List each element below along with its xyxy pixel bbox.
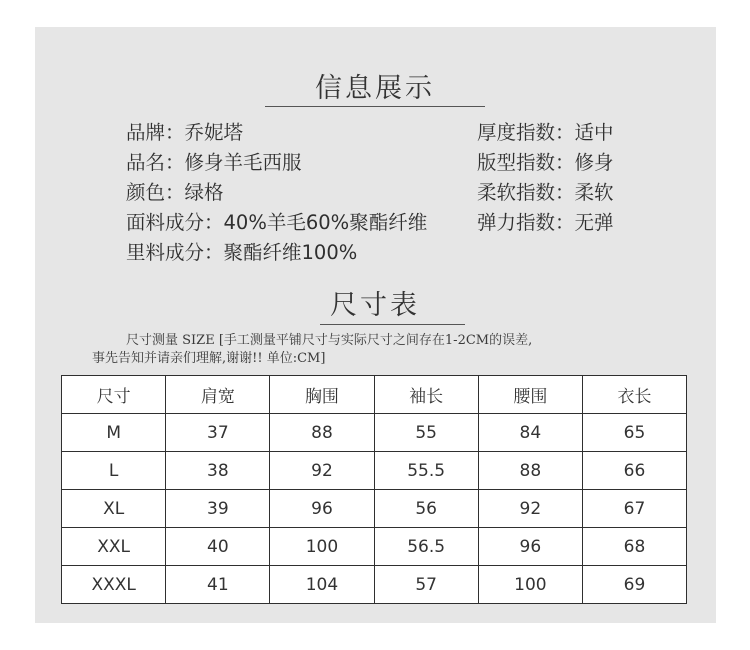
table-row (62, 452, 687, 490)
attribute-label: 里料成分： (126, 241, 224, 264)
measurement-note (92, 332, 702, 368)
attribute-label: 品名： (126, 151, 185, 174)
table-header-cell: 尺寸 (62, 376, 166, 414)
left-attribute-list (126, 118, 427, 268)
table-header-cell: 胸围 (270, 376, 374, 414)
table-row (62, 414, 687, 452)
attribute-brand (126, 118, 427, 148)
attribute-label: 颜色： (126, 181, 185, 204)
right-attribute-list (477, 118, 614, 238)
table-cell: 92 (270, 452, 374, 490)
size-table (61, 375, 687, 604)
table-header-cell: 衣长 (582, 376, 686, 414)
size-heading-underline (320, 324, 465, 325)
table-cell: XL (62, 490, 166, 528)
table-row (62, 528, 687, 566)
table-cell: 55 (374, 414, 478, 452)
attribute-value: 乔妮塔 (184, 121, 244, 144)
attribute-elasticity (477, 208, 614, 238)
table-cell: 96 (478, 528, 582, 566)
measurement-note-line: 事先告知并请亲们理解,谢谢!! 单位:CM] (92, 351, 326, 366)
table-cell: 88 (270, 414, 374, 452)
attribute-label: 品牌： (126, 121, 185, 144)
measurement-note-line: 尺寸测量 SIZE [手工测量平铺尺寸与实际尺寸之间存在1-2CM的误差, (126, 333, 533, 348)
table-cell: 100 (478, 566, 582, 604)
table-cell: 100 (270, 528, 374, 566)
table-header-cell: 腰围 (478, 376, 582, 414)
table-row (62, 566, 687, 604)
attribute-value: 绿格 (184, 181, 224, 204)
attribute-label: 面料成分： (126, 211, 224, 234)
table-cell: 88 (478, 452, 582, 490)
attribute-product-name (126, 148, 427, 178)
table-cell: 55.5 (374, 452, 478, 490)
table-cell: 56 (374, 490, 478, 528)
attribute-value: 柔软 (574, 181, 614, 204)
info-heading-underline (265, 106, 485, 107)
attribute-fit (477, 148, 614, 178)
table-cell: 40 (166, 528, 270, 566)
table-cell: L (62, 452, 166, 490)
table-cell: 37 (166, 414, 270, 452)
table-cell: XXL (62, 528, 166, 566)
table-header-cell: 肩宽 (166, 376, 270, 414)
attribute-fabric (126, 208, 427, 238)
table-cell: 38 (166, 452, 270, 490)
table-cell: 92 (478, 490, 582, 528)
size-heading: 尺寸表 (330, 290, 420, 321)
table-cell: 65 (582, 414, 686, 452)
attribute-value: 无弹 (574, 211, 614, 234)
table-cell: 57 (374, 566, 478, 604)
table-cell: 67 (582, 490, 686, 528)
table-cell: 39 (166, 490, 270, 528)
table-cell: 68 (582, 528, 686, 566)
attribute-value: 修身 (574, 151, 614, 174)
attribute-label: 弹力指数： (477, 211, 575, 234)
table-row (62, 490, 687, 528)
table-cell: 84 (478, 414, 582, 452)
info-heading: 信息展示 (315, 73, 435, 104)
table-cell: 41 (166, 566, 270, 604)
table-header-cell: 袖长 (374, 376, 478, 414)
attribute-softness (477, 178, 614, 208)
table-header-row (62, 376, 687, 414)
attribute-value: 修身羊毛西服 (184, 151, 302, 174)
table-cell: 104 (270, 566, 374, 604)
table-cell: XXXL (62, 566, 166, 604)
attribute-label: 柔软指数： (477, 181, 575, 204)
attribute-label: 版型指数： (477, 151, 575, 174)
attribute-thickness (477, 118, 614, 148)
attribute-value: 适中 (574, 121, 614, 144)
attribute-lining (126, 238, 427, 268)
attribute-label: 厚度指数： (477, 121, 575, 144)
table-cell: M (62, 414, 166, 452)
table-cell: 56.5 (374, 528, 478, 566)
table-cell: 66 (582, 452, 686, 490)
attribute-value: 聚酯纤维100% (223, 241, 358, 264)
table-cell: 96 (270, 490, 374, 528)
attribute-value: 40%羊毛60%聚酯纤维 (223, 211, 428, 234)
table-cell: 69 (582, 566, 686, 604)
attribute-color (126, 178, 427, 208)
